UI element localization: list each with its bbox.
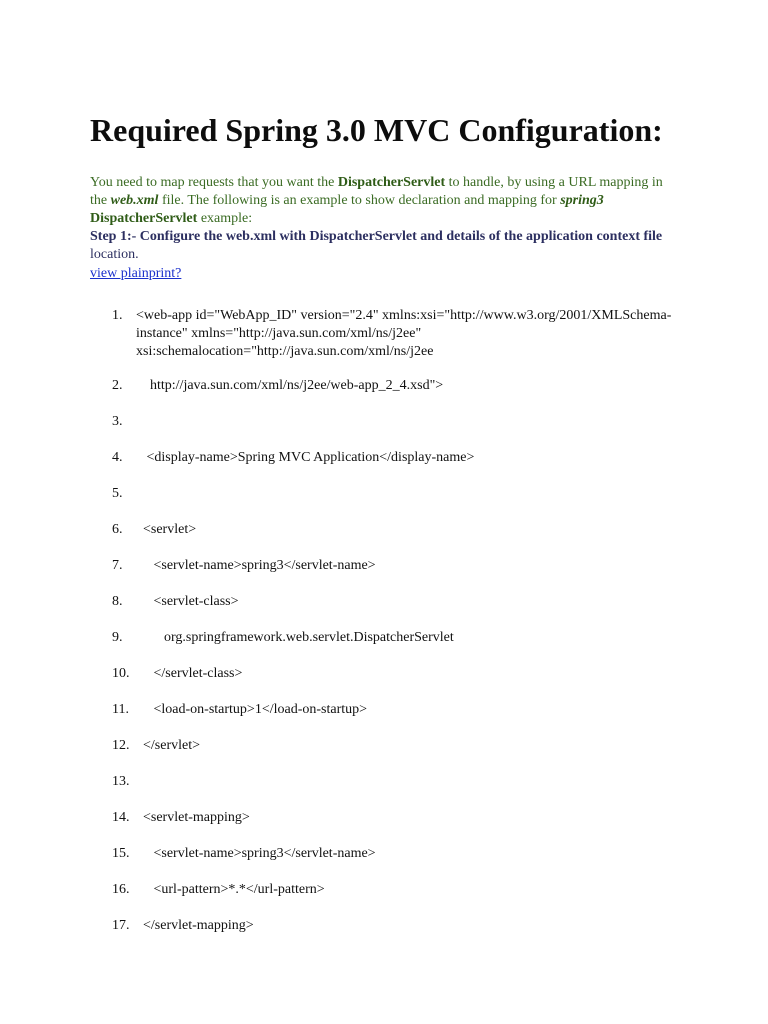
intro-text-5: example: <box>197 211 253 226</box>
code-line <box>90 593 690 611</box>
code-line-number: 8. <box>112 594 123 609</box>
document-page <box>90 108 690 935</box>
code-line-number: 16. <box>112 882 130 897</box>
code-line-number: 6. <box>112 522 123 537</box>
code-line-text: <servlet-mapping> <box>136 810 250 825</box>
step-1-heading: Step 1:- Configure the web.xml with DispatcherServlet and details of the application context file <box>90 229 663 244</box>
code-line <box>90 521 690 539</box>
code-line-number: 4. <box>112 450 123 465</box>
intro-text-2: to handle, by using a URL mapping in the <box>90 175 663 208</box>
step-1-paragraph <box>90 228 670 264</box>
code-line-text: <servlet-class> <box>136 594 239 609</box>
code-line-number: 14. <box>112 810 130 825</box>
code-line-number: 11. <box>112 702 129 717</box>
code-line-number: 7. <box>112 558 123 573</box>
intro-web-xml: web.xml <box>110 193 159 208</box>
code-line <box>90 665 690 683</box>
code-line <box>90 701 690 719</box>
view-plain-print-link[interactable]: view plainprint? <box>90 266 182 281</box>
code-line-text: <servlet> <box>136 522 197 537</box>
code-line <box>90 917 690 935</box>
code-line-number: 17. <box>112 918 130 933</box>
code-line-number: 10. <box>112 666 130 681</box>
code-line <box>90 845 690 863</box>
intro-text-3: file. The following is an example to show declaration and mapping for <box>158 193 561 208</box>
code-line <box>90 307 690 361</box>
code-line-text: </servlet-class> <box>136 666 243 681</box>
code-line <box>90 557 690 575</box>
code-line-text: <web-app id="WebApp_ID" version="2.4" xmlns:xsi="http://www.w3.org/2001/XMLSchema-instance" xmlns="http://java.sun.com/xml/ns/j2ee" xsi:schemalocation="http://java.sun.com/xml/ns/j2ee <box>136 308 672 359</box>
code-line-number: 2. <box>112 378 123 393</box>
code-line-number: 5. <box>112 486 123 501</box>
code-line <box>90 809 690 827</box>
page-title: Required Spring 3.0 MVC Configuration: <box>90 112 663 148</box>
intro-dispatcher-servlet-1: DispatcherServlet <box>337 175 446 190</box>
code-line-text: </servlet-mapping> <box>136 918 254 933</box>
code-line-number: 1. <box>112 308 123 323</box>
code-line <box>90 485 690 503</box>
code-line-number: 15. <box>112 846 130 861</box>
code-line-text: <load-on-startup>1</load-on-startup> <box>136 702 368 717</box>
code-line-text: <servlet-name>spring3</servlet-name> <box>136 846 376 861</box>
step-1-rest: location. <box>90 247 139 262</box>
code-line <box>90 881 690 899</box>
code-line-text: http://java.sun.com/xml/ns/j2ee/web-app_2_4.xsd"> <box>136 378 444 393</box>
code-line <box>90 737 690 755</box>
code-line-number: 13. <box>112 774 130 789</box>
code-line-text: <url-pattern>*.*</url-pattern> <box>136 882 325 897</box>
code-line-number: 12. <box>112 738 130 753</box>
code-line-number: 9. <box>112 630 123 645</box>
code-line <box>90 629 690 647</box>
intro-spring3: spring3 <box>560 193 604 208</box>
intro-text-1: You need to map requests that you want the <box>90 175 338 190</box>
code-line-text: org.springframework.web.servlet.DispatcherServlet <box>136 630 454 645</box>
code-line <box>90 413 690 431</box>
intro-paragraph <box>90 174 670 228</box>
intro-dispatcher-servlet-2: DispatcherServlet <box>90 211 198 226</box>
code-line <box>90 449 690 467</box>
code-line-text: <display-name>Spring MVC Application</display-name> <box>136 450 475 465</box>
code-line-text: </servlet> <box>136 738 200 753</box>
code-line-number: 3. <box>112 414 123 429</box>
code-listing <box>90 307 690 935</box>
code-line-text: <servlet-name>spring3</servlet-name> <box>136 558 376 573</box>
code-line <box>90 773 690 791</box>
code-line <box>90 377 690 395</box>
